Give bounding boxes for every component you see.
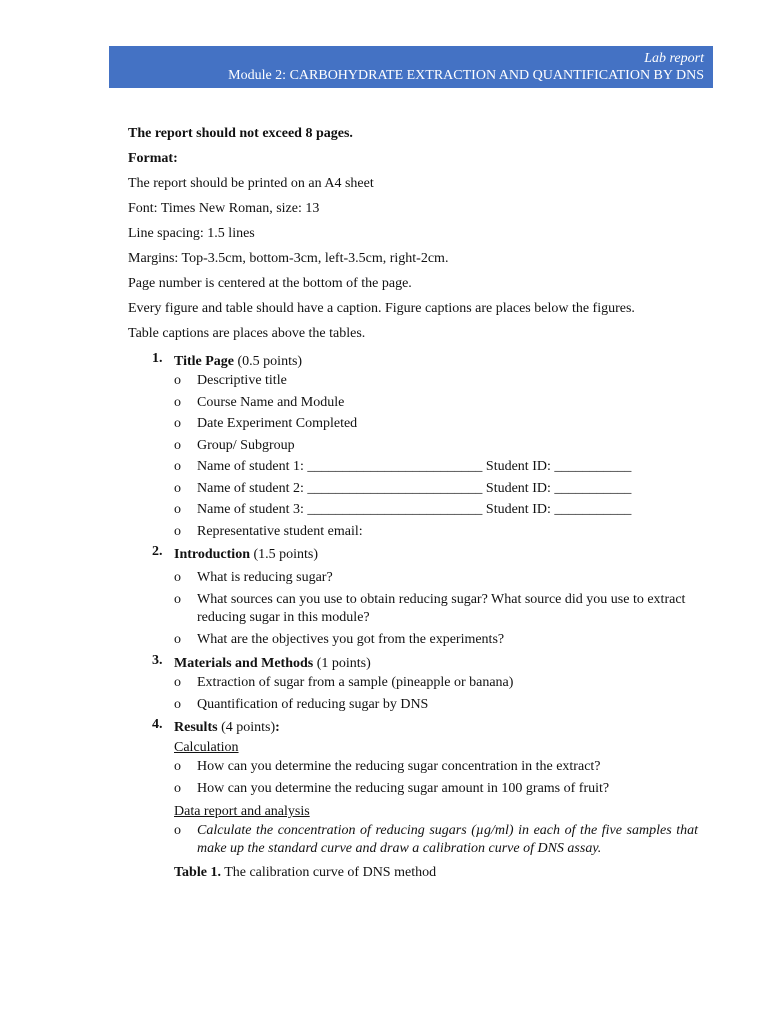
section-number: 4.: [152, 717, 163, 732]
bullet-icon: o: [174, 592, 181, 607]
header-doc-type: Lab report: [644, 51, 704, 66]
format-line: Every figure and table should have a caption. Figure captions are places below the figures.: [128, 301, 635, 316]
bullet-icon: o: [174, 459, 181, 474]
list-item: o Calculate the concentration of reducing sugars (µg/ml) in each of the five samples that make up the standard curve and draw a calibration curve of DNS assay.: [174, 823, 698, 856]
format-line: Page number is centered at the bottom of the page.: [128, 276, 412, 291]
format-line: Margins: Top-3.5cm, bottom-3cm, left-3.5cm, right-2cm.: [128, 251, 449, 266]
format-line: Table captions are places above the tables.: [128, 326, 366, 341]
page-limit-note: The report should not exceed 8 pages.: [128, 126, 353, 141]
section-number: 2.: [152, 544, 163, 559]
list-item: o How can you determine the reducing sugar concentration in the extract?: [174, 759, 601, 774]
list-item: o Group/ Subgroup: [174, 437, 295, 453]
bullet-icon: o: [174, 759, 181, 774]
section-items: [174, 372, 698, 541]
bullet-icon: o: [174, 480, 181, 496]
bullet-icon: o: [174, 696, 181, 712]
section-items: [174, 674, 698, 714]
data-analysis-heading: Data report and analysis: [174, 804, 310, 819]
bullet-icon: o: [174, 823, 181, 838]
list-item: o What sources can you use to obtain reducing sugar? What source did you use to extract reducing sugar in this module?: [174, 592, 686, 625]
header-module-title: Module 2: CARBOHYDRATE EXTRACTION AND QUANTIFICATION BY DNS: [228, 68, 704, 83]
section-results: [128, 717, 698, 883]
bullet-icon: o: [174, 502, 181, 517]
bullet-icon: o: [174, 570, 181, 585]
bullet-icon: o: [174, 373, 181, 388]
report-sections: [128, 351, 698, 883]
section-heading: Results (4 points):: [174, 720, 280, 735]
section-introduction: [128, 544, 698, 649]
calculation-heading: Calculation: [174, 740, 239, 755]
list-item: o What are the objectives you got from the experiments?: [174, 632, 505, 647]
list-item: o Course Name and Module: [174, 394, 345, 410]
section-number: 3.: [152, 653, 163, 668]
list-item: o What is reducing sugar?: [174, 570, 333, 585]
section-heading: Introduction (1.5 points): [174, 547, 319, 562]
list-item: o Extraction of sugar from a sample (pineapple or banana): [174, 675, 514, 690]
list-item: o Quantification of reducing sugar by DNS: [174, 696, 429, 712]
section-title-page: [128, 351, 698, 541]
list-item: o Date Experiment Completed: [174, 416, 358, 431]
section-number: 1.: [152, 351, 163, 366]
section-materials-methods: [128, 653, 698, 714]
data-analysis-items: [174, 822, 698, 858]
document-body: [128, 121, 698, 883]
bullet-icon: o: [174, 437, 181, 453]
bullet-icon: o: [174, 632, 181, 647]
bullet-icon: o: [174, 523, 181, 539]
bullet-icon: o: [174, 416, 181, 431]
bullet-icon: o: [174, 394, 181, 410]
format-label: Format:: [128, 151, 178, 166]
bullet-icon: o: [174, 675, 181, 690]
section-heading: Materials and Methods (1 points): [174, 656, 371, 671]
format-line: Line spacing: 1.5 lines: [128, 226, 255, 241]
section-items: [174, 569, 698, 649]
list-item: o How can you determine the reducing sugar amount in 100 grams of fruit?: [174, 781, 610, 796]
format-line: The report should be printed on an A4 sheet: [128, 176, 374, 191]
email-field: o Representative student email:: [174, 523, 363, 539]
table-caption: Table 1. The calibration curve of DNS method: [174, 865, 437, 880]
student-3-field: o Name of student 3: _________________________ Student ID: ___________: [174, 502, 632, 517]
calculation-items: [174, 758, 698, 798]
section-heading: Title Page (0.5 points): [174, 354, 303, 369]
bullet-icon: o: [174, 781, 181, 796]
format-line: Font: Times New Roman, size: 13: [128, 201, 320, 216]
student-1-field: o Name of student 1: _________________________ Student ID: ___________: [174, 459, 632, 474]
document-header: [109, 46, 713, 88]
list-item: o Descriptive title: [174, 373, 287, 388]
student-2-field: o Name of student 2: _________________________ Student ID: ___________: [174, 480, 632, 496]
